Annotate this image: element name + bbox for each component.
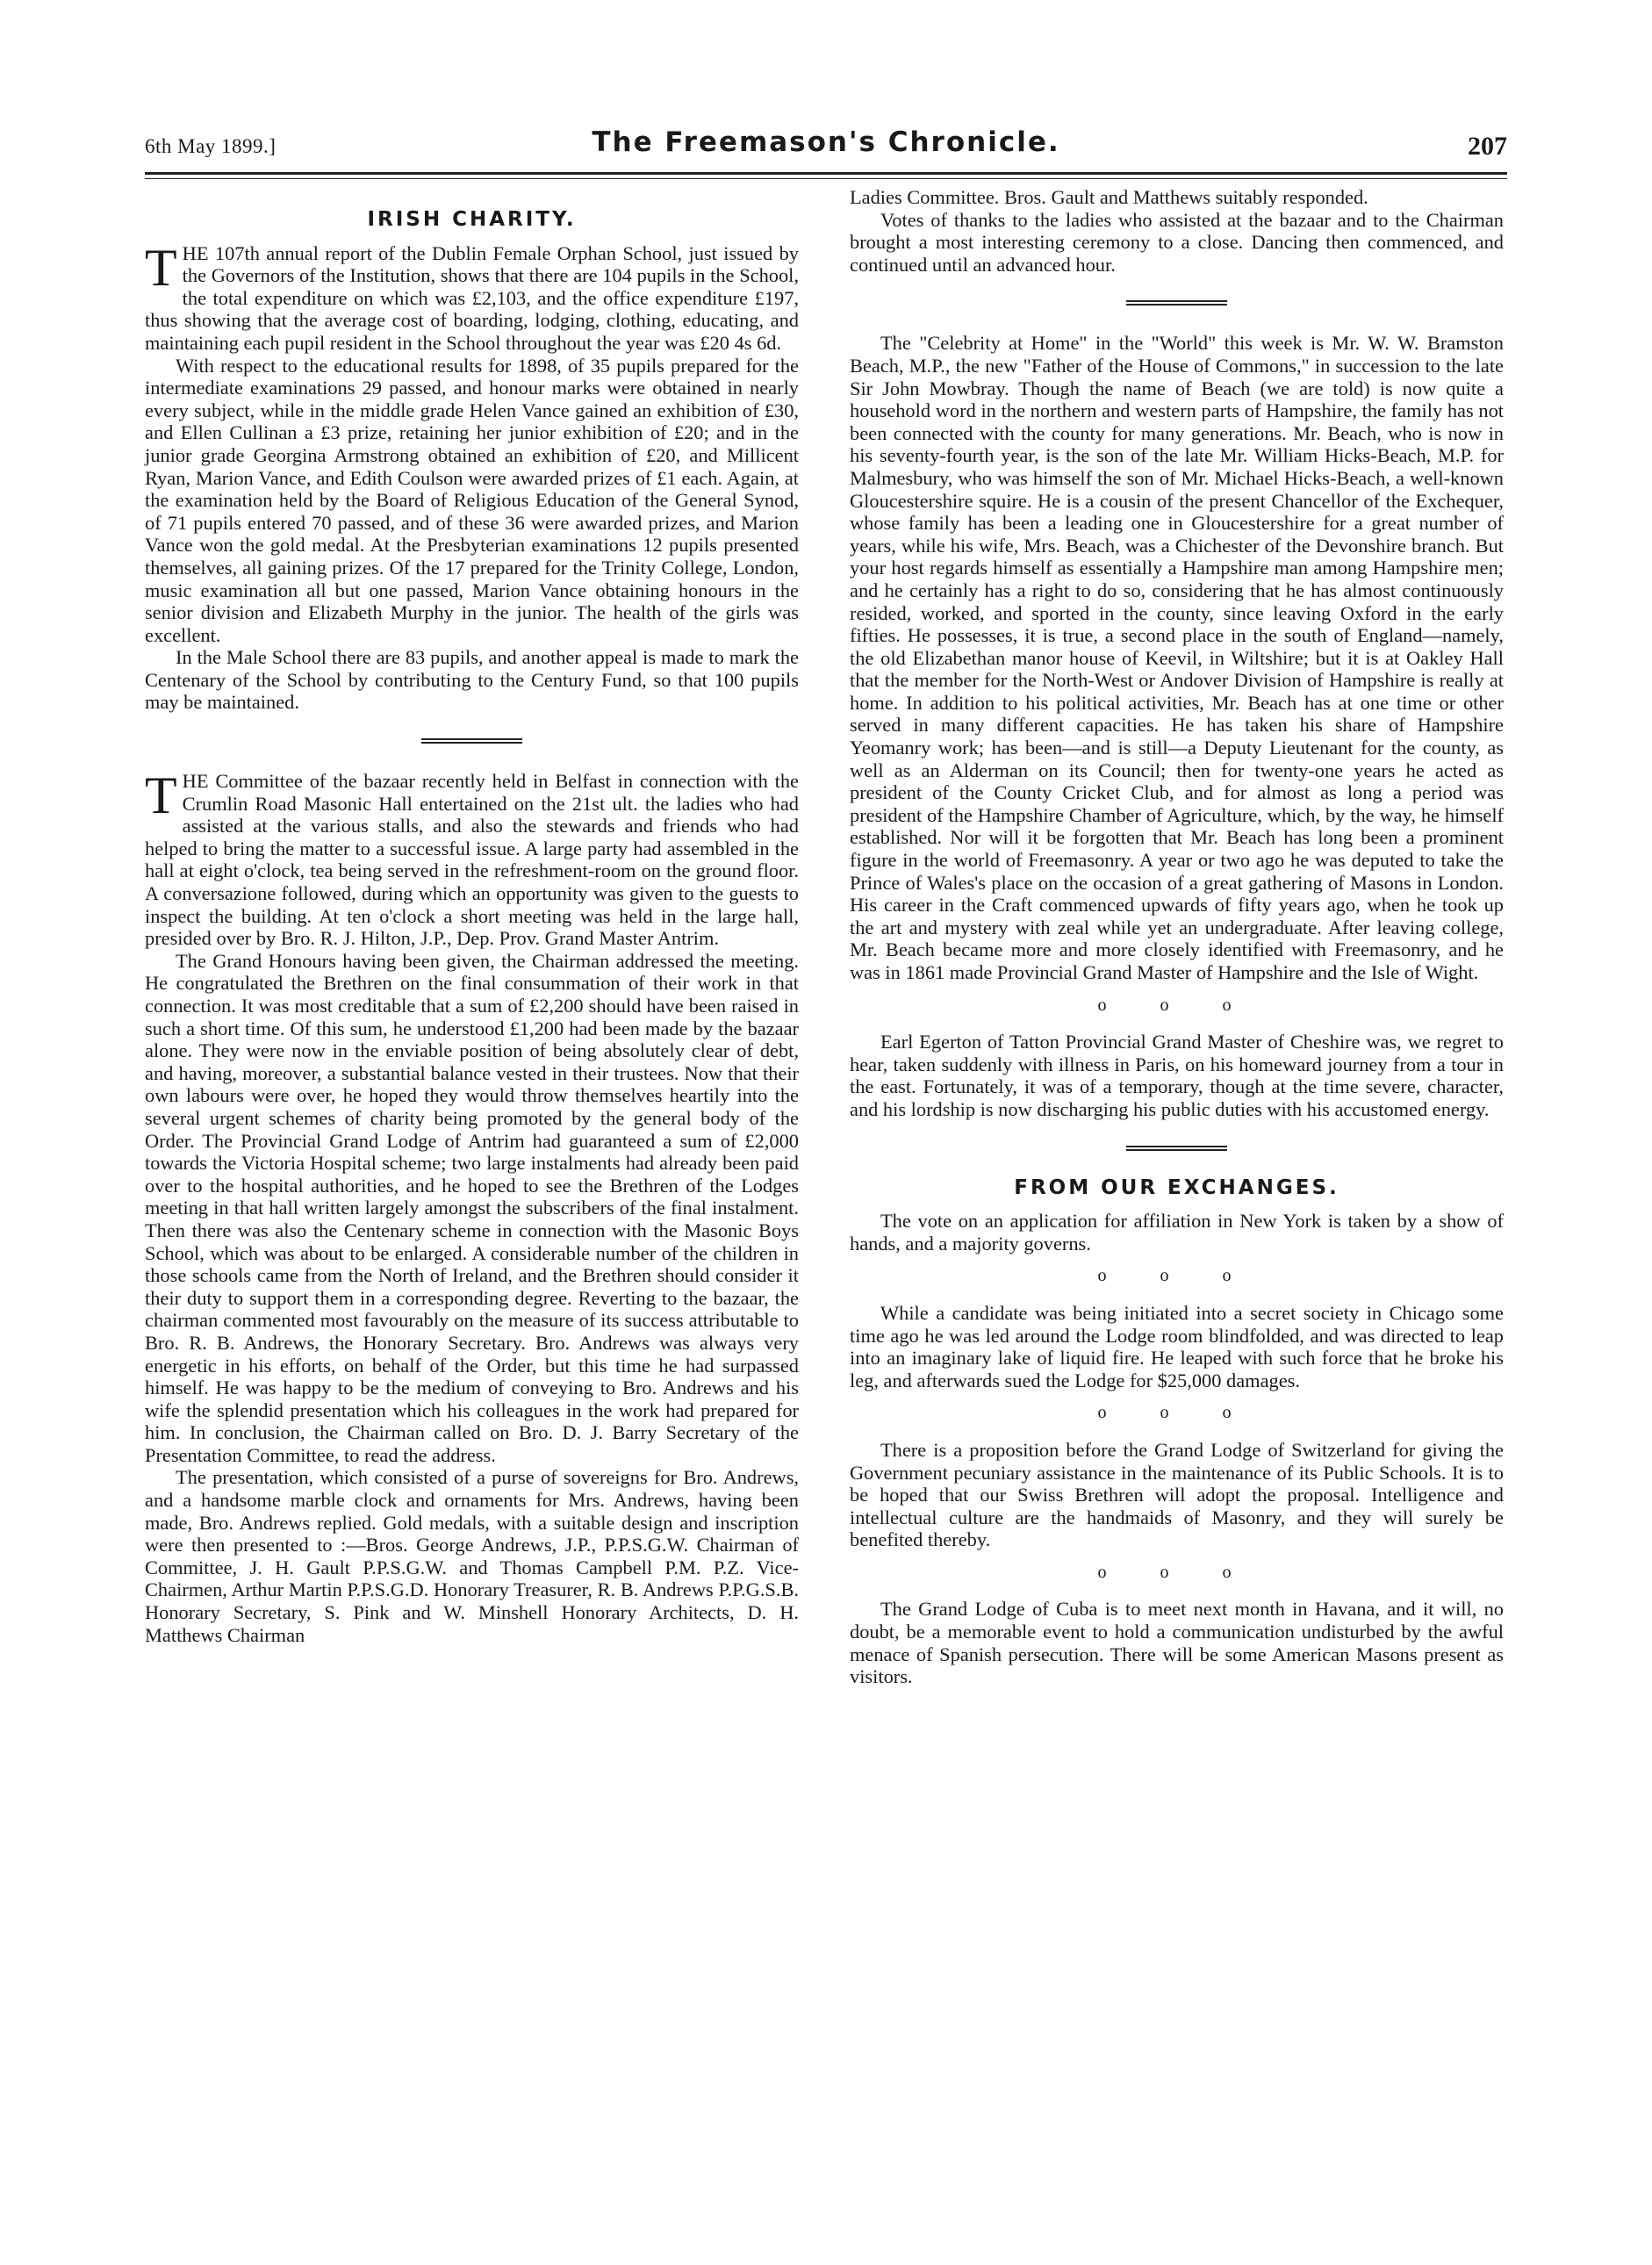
article-paragraph: The presentation, which consisted of a purse of sovereigns for Bro. Andrews, and a handsome marble clock and ornaments for Mrs. Andrews, having been made, Bro. Andrews replied. Gold medals, with a suitable design and inscription were then presented to :—Bros. George Andrews, J.P., P.P.S.G.W. Chairman of Committee, J. H. Gault P.P.S.G.W. and Thomas Campbell P.M. P.Z. Vice-Chairmen, Arthur Martin P.P.S.G.D. Honorary Treasurer, R. B. Andrews P.P.G.S.B. Honorary Secretary, S. Pink and W. Minshell Honorary Architects, D. H. Matthews Chairman (145, 1466, 799, 1646)
article-paragraph: There is a proposition before the Grand Lodge of Switzerland for giving the Government pecuniary assistance in the maintenance of its Public Schools. It is to be hoped that our Swiss Brethren will adopt the proposal. Intelligence and intellectual culture are the handmaids of Masonry, and they will surely be benefited thereby. (850, 1438, 1504, 1551)
article-paragraph: THE Committee of the bazaar recently held in Belfast in connection with the Crumlin Road Masonic Hall entertained on the 21st ult. the ladies who had assisted at the various stalls, and also the stewards and friends who had helped to bring the matter to a successful issue. A large party had assembled in the hall at eight o'clock, tea being served in the refreshment-room on the ground floor. A conversazione followed, during which an opportunity was given to the guests to inspect the building. At ten o'clock a short meeting was held in the large hall, presided over by Bro. R. J. Hilton, J.P., Dep. Prov. Grand Master Antrim. (145, 766, 799, 950)
article-heading-exchanges: FROM OUR EXCHANGES. (1014, 1176, 1340, 1199)
page-number: 207 (1468, 132, 1507, 161)
article-paragraph: With respect to the educational results for 1898, of 35 pupils prepared for the intermediate examinations 29 passed, and honour marks were obtained in nearly every subject, while in the middle grade Helen Vance gained an exhibition of £30, and Ellen Cullinan a £3 prize, retaining her junior exhibition of £20; and in the junior grade Georgina Armstrong obtained an exhibition of £20, and Millicent Ryan, Marion Vance, and Edith Coulson were awarded prizes of £1 each. Again, at the examination held by the Board of Religious Education of the General Synod, of 71 pupils entered 70 passed, and of these 36 were awarded prizes, and Marion Vance won the gold medal. At the Presbyterian examinations 12 pupils presented themselves, all gaining prizes. Of the 17 prepared for the Trinity College, London, music examination all but one passed, Marion Vance obtaining honours in the senior division and Elizabeth Murphy in the junior. The health of the girls was excellent. (145, 354, 799, 646)
paragraph-separator-dots: o o o (1097, 1403, 1256, 1423)
header-rule (145, 172, 1507, 179)
paragraph-separator-dots: o o o (1097, 995, 1256, 1015)
article-paragraph: Earl Egerton of Tatton Provincial Grand Master of Cheshire was, we regret to hear, taken suddenly with illness in Paris, on his homeward journey from a tour in the east. Fortunately, it was of a temporary, though at the time severe, character, and his lordship is now discharging his public duties with his accustomed energy. (850, 1031, 1504, 1120)
section-divider (1126, 300, 1227, 306)
article-paragraph: The Grand Lodge of Cuba is to meet next month in Havana, and it will, no doubt, be a memorable event to hold a communication undisturbed by the awful menace of Spanish persecution. There will be some American Masons present as visitors. (850, 1598, 1504, 1688)
drop-cap: T (145, 238, 177, 297)
left-column (145, 186, 799, 1646)
article-heading-irish-charity: IRISH CHARITY. (367, 208, 577, 231)
article-paragraph: Ladies Committee. Bros. Gault and Matthews suitably responded. (850, 186, 1368, 208)
article-paragraph: THE 107th annual report of the Dublin Female Orphan School, just issued by the Governors of the Institution, shows that there are 104 pupils in the School, the total expenditure on which was £2,103, and the office expenditure £197, thus showing that the average cost of boarding, lodging, clothing, educating, and maintaining each pupil resident in the School throughout the year was £20 4s 6d. (145, 238, 799, 354)
paragraph-separator-dots: o o o (1097, 1266, 1256, 1286)
article-paragraph: In the Male School there are 83 pupils, and another appeal is made to mark the Centenary of the School by contributing to the Century Fund, so that 100 pupils may be maintained. (145, 646, 799, 714)
article-paragraph: Votes of thanks to the ladies who assisted at the bazaar and to the Chairman brought a most interesting ceremony to a close. Dancing then commenced, and continued until an advanced hour. (850, 208, 1504, 276)
article-paragraph: The vote on an application for affiliation in New York is taken by a show of hands, and a majority governs. (850, 1210, 1504, 1255)
section-divider (421, 738, 522, 744)
paragraph-separator-dots: o o o (1097, 1562, 1256, 1582)
section-divider (1126, 1146, 1227, 1151)
issue-date: 6th May 1899.] (145, 135, 277, 157)
publication-title: The Freemason's Chronicle. (592, 126, 1060, 158)
right-column (850, 186, 1504, 1688)
article-paragraph: The Grand Honours having been given, the Chairman addressed the meeting. He congratulated the Brethren on the final consummation of their work in that connection. It was most creditable that a sum of £2,200 should have been raised in such a short time. Of this sum, he understood £1,200 had been made by the bazaar alone. They were now in the enviable position of being absolutely clear of debt, and having, moreover, a substantial balance vested in their trustees. Now that their own labours were over, he hoped they would throw themselves heartily into the several urgent schemes of charity being promoted by the general body of the Order. The Provincial Grand Lodge of Antrim had guaranteed a sum of £2,000 towards the Victoria Hospital scheme; two large instalments had already been paid over to the hospital authorities, and he hoped to see the Brethren of the Lodges meeting in that hall written largely amongst the subscribers of the final instalment. Then there was also the Centenary scheme in connection with the Masonic Boys School, which was about to be enlarged. A considerable number of the children in those schools came from the North of Ireland, and the Brethren should consider it their duty to support them in a corresponding degree. Reverting to the bazaar, the chairman commented most favourably on the measure of its success attributable to Bro. R. B. Andrews, the Honorary Secretary. Bro. Andrews was always very energetic in his efforts, on behalf of the Order, but this time he had surpassed himself. He was happy to be the medium of conveying to Bro. Andrews and his wife the splendid presentation which his colleagues in the work had prepared for him. In conclusion, the Chairman called on Bro. D. J. Barry Secretary of the Presentation Committee, to read the address. (145, 949, 799, 1466)
article-paragraph: While a candidate was being initiated into a secret society in Chicago some time ago he was led around the Lodge room blindfolded, and was directed to leap into an imaginary lake of liquid fire. He leaped with such force that he broke his leg, and afterwards sued the Lodge for $25,000 damages. (850, 1301, 1504, 1391)
page-header (145, 126, 1507, 167)
drop-cap: T (145, 766, 177, 825)
article-paragraph: The "Celebrity at Home" in the "World" this week is Mr. W. W. Bramston Beach, M.P., the new "Father of the House of Commons," in succession to the late Sir John Mowbray. Though the name of Beach (we are told) is now quite a household word in the northern and western parts of Hampshire, the family has not been connected with the county for many generations. Mr. Beach, who is now in his seventy-fourth year, is the son of the late Mr. William Hicks-Beach, M.P. for Malmesbury, who was himself the son of Mr. Michael Hicks-Beach, a well-known Gloucestershire squire. He is a cousin of the present Chancellor of the Exchequer, whose family has been a leading one in Gloucestershire for a great number of years, while his wife, Mrs. Beach, was a Chichester of the Devonshire branch. But your host regards himself as essentially a Hampshire man among Hampshire men; and he certainly has a right to do so, considering that he has almost continuously resided, worked, and sported in the county, since leaving Oxford in the early fifties. He possesses, it is true, a second place in the south of England—namely, the old Elizabethan manor house of Keevil, in Wiltshire; but it is at Oakley Hall that the member for the North-West or Andover Division of Hampshire is really at home. In addition to his political activities, Mr. Beach has at one time or other served in many different capacities. He has taken his share of Hampshire Yeomanry work; has been—and is still—a Deputy Lieutenant for the county, as well as an Alderman on its Council; then for twenty-one years he acted as president of the County Cricket Club, and for almost as long a period was president of the Hampshire Chamber of Agriculture, which, by the way, he himself established. Nor will it be forgotten that Mr. Beach has long been a prominent figure in the world of Freemasonry. A year or two ago he was deputed to take the Prince of Wales's place on the occasion of a great gathering of Masons in London. His career in the Craft commenced upwards of fifty years ago, when he took up the art and mystery with zeal while yet an undergraduate. After leaving college, Mr. Beach became more and more closely identified with Freemasonry, and he was in 1861 made Provincial Grand Master of Hampshire and the Isle of Wight. (850, 332, 1504, 983)
